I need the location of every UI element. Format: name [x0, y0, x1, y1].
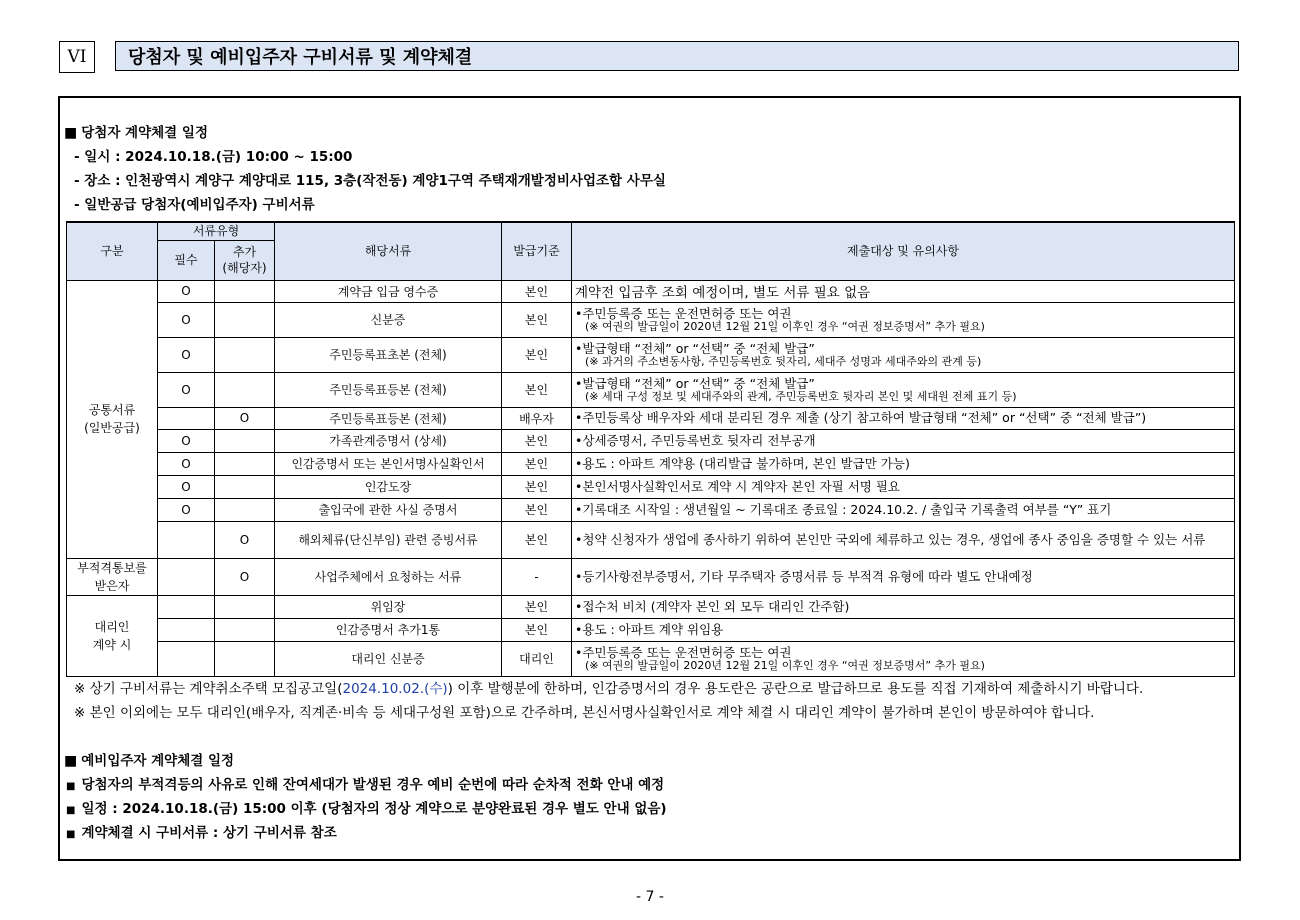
- note-documents-validity: ※ 상기 구비서류는 계약취소주택 모집공고일(2024.10.02.(수)) 이후 발행분에 한하며, 인감증명서의 경우 용도란은 공란으로 발급하므로 용도를 직접 기재하여 제출하시기 바랍니다.: [74, 681, 1144, 697]
- reserve-item: ■ 당첨자의 부적격등의 사유로 인해 잔여세대가 발생된 경우 예비 순번에 따라 순차적 전화 안내 예정: [66, 777, 665, 793]
- winner-place: - 장소 : 인천광역시 계양구 계양대로 115, 3층(작전동) 계양1구역 주택재개발정비사업조합 사무실: [74, 173, 666, 189]
- required-mark: O: [158, 429, 215, 452]
- issuer-cell: 본인: [502, 618, 572, 641]
- table-row: [67, 641, 1235, 676]
- required-mark: [158, 558, 215, 595]
- reserve-item: ■ 일정 : 2024.10.18.(금) 15:00 이후 (당첨자의 정상 계약으로 분양완료된 경우 별도 안내 없음): [66, 801, 667, 817]
- issuer-cell: 본인: [502, 429, 572, 452]
- header-category: 구분: [67, 222, 158, 280]
- notes-cell: •용도 : 아파트 계약용 (대리발급 불가하며, 본인 발급만 가능): [572, 452, 1235, 475]
- small-square-bullet-icon: ■: [66, 781, 76, 792]
- table-row: [67, 498, 1235, 521]
- table-row: [67, 595, 1235, 618]
- table-row: [67, 521, 1235, 558]
- document-name: 해외체류(단신부임) 관련 증빙서류: [275, 521, 502, 558]
- notes-cell: •접수처 비치 (계약자 본인 외 모두 대리인 간주함): [572, 595, 1235, 618]
- issuer-cell: 본인: [502, 452, 572, 475]
- additional-mark: O: [215, 558, 275, 595]
- table-row: [67, 372, 1235, 407]
- issuer-cell: 본인: [502, 302, 572, 337]
- document-name: 출입국에 관한 사실 증명서: [275, 498, 502, 521]
- document-name: 인감증명서 또는 본인서명사실확인서: [275, 452, 502, 475]
- issuer-cell: -: [502, 558, 572, 595]
- notes-cell: •상세증명서, 주민등록번호 뒷자리 전부공개: [572, 429, 1235, 452]
- document-name: 가족관계증명서 (상세): [275, 429, 502, 452]
- table-row: [67, 475, 1235, 498]
- notes-cell: •본인서명사실확인서로 계약 시 계약자 본인 자필 서명 필요: [572, 475, 1235, 498]
- section-number: VI: [59, 41, 95, 73]
- additional-mark: [215, 429, 275, 452]
- winner-schedule-heading: ■ 당첨자 계약체결 일정: [64, 125, 209, 141]
- additional-mark: [215, 280, 275, 302]
- additional-mark: [215, 337, 275, 372]
- category-cell: 부적격통보를 받은자: [67, 558, 158, 595]
- additional-mark: [215, 641, 275, 676]
- notes-cell: 계약전 입금후 조회 예정이며, 별도 서류 필요 없음: [572, 280, 1235, 302]
- section-title: 당첨자 및 예비입주자 구비서류 및 계약체결: [115, 41, 1239, 71]
- small-square-bullet-icon: ■: [66, 829, 76, 840]
- table-row: [67, 337, 1235, 372]
- notes-cell: •발급형태 “전체” or “선택” 중 “전체 발급” (※ 세대 구성 정보 및 세대주와의 관계, 주민등록번호 뒷자리 본인 및 세대원 전체 표기 등): [572, 372, 1235, 407]
- document-name: 인감도장: [275, 475, 502, 498]
- reserve-schedule-heading: ■ 예비입주자 계약체결 일정: [64, 753, 235, 769]
- document-name: 인감증명서 추가1통: [275, 618, 502, 641]
- additional-mark: [215, 302, 275, 337]
- issuer-cell: 본인: [502, 521, 572, 558]
- notes-cell: •주민등록상 배우자와 세대 분리된 경우 제출 (상기 참고하여 발급형태 “전체” or “선택” 중 “전체 발급”): [572, 407, 1235, 429]
- document-name: 사업주체에서 요청하는 서류: [275, 558, 502, 595]
- table-row: [67, 407, 1235, 429]
- issuer-cell: 본인: [502, 595, 572, 618]
- header-additional: 추가 (해당자): [215, 240, 275, 280]
- notes-cell: •등기사항전부증명서, 기타 무주택자 증명서류 등 부적격 유형에 따라 별도 안내예정: [572, 558, 1235, 595]
- header-notes: 제출대상 및 유의사항: [572, 222, 1235, 280]
- issuer-cell: 본인: [502, 498, 572, 521]
- additional-mark: [215, 618, 275, 641]
- notes-cell: •기록대조 시작일 : 생년월일 ~ 기록대조 종료일 : 2024.10.2. / 출입국 기록출력 여부를 “Y” 표기: [572, 498, 1235, 521]
- additional-mark: O: [215, 521, 275, 558]
- required-mark: O: [158, 280, 215, 302]
- required-mark: [158, 595, 215, 618]
- document-name: 신분증: [275, 302, 502, 337]
- header-document: 해당서류: [275, 222, 502, 280]
- issuer-cell: 본인: [502, 280, 572, 302]
- issuer-cell: 본인: [502, 372, 572, 407]
- additional-mark: [215, 452, 275, 475]
- additional-mark: [215, 498, 275, 521]
- notes-cell: •용도 : 아파트 계약 위임용: [572, 618, 1235, 641]
- square-bullet-icon: ■: [64, 125, 78, 141]
- additional-mark: [215, 475, 275, 498]
- required-mark: O: [158, 452, 215, 475]
- required-documents-table: [66, 221, 1235, 677]
- additional-mark: O: [215, 407, 275, 429]
- document-name: 주민등록표등본 (전체): [275, 407, 502, 429]
- table-row: [67, 618, 1235, 641]
- reserve-item: ■ 계약체결 시 구비서류 : 상기 구비서류 참조: [66, 825, 337, 841]
- document-name: 위임장: [275, 595, 502, 618]
- table-row: [67, 452, 1235, 475]
- required-mark: O: [158, 337, 215, 372]
- additional-mark: [215, 372, 275, 407]
- required-mark: [158, 618, 215, 641]
- table-row: [67, 558, 1235, 595]
- section-header: [59, 41, 1242, 73]
- document-name: 주민등록표등본 (전체): [275, 372, 502, 407]
- winner-datetime: - 일시 : 2024.10.18.(금) 10:00 ~ 15:00: [74, 149, 353, 165]
- issuer-cell: 배우자: [502, 407, 572, 429]
- content-box: [58, 96, 1241, 861]
- required-mark: O: [158, 302, 215, 337]
- square-bullet-icon: ■: [64, 753, 78, 769]
- header-required: 필수: [158, 240, 215, 280]
- required-mark: [158, 641, 215, 676]
- issuer-cell: 대리인: [502, 641, 572, 676]
- note-proxy: ※ 본인 이외에는 모두 대리인(배우자, 직계존·비속 등 세대구성원 포함)으로 간주하며, 본신서명사실확인서로 계약 체결 시 대리인 계약이 불가하며 본인이 방문하여야 합니다.: [74, 705, 1095, 721]
- notes-cell: •발급형태 “전체” or “선택” 중 “전체 발급” (※ 과거의 주소변동사항, 주민등록번호 뒷자리, 세대주 성명과 세대주와의 관계 등): [572, 337, 1235, 372]
- required-mark: [158, 407, 215, 429]
- issuer-cell: 본인: [502, 337, 572, 372]
- document-name: 대리인 신분증: [275, 641, 502, 676]
- notes-cell: •주민등록증 또는 운전면허증 또는 여권 (※ 여권의 발급일이 2020년 12월 21일 이후인 경우 “여권 정보증명서” 추가 필요): [572, 641, 1235, 676]
- additional-mark: [215, 595, 275, 618]
- table-row: [67, 429, 1235, 452]
- required-mark: O: [158, 498, 215, 521]
- header-issuer: 발급기준: [502, 222, 572, 280]
- small-square-bullet-icon: ■: [66, 805, 76, 816]
- table-row: [67, 302, 1235, 337]
- notes-cell: •주민등록증 또는 운전면허증 또는 여권 (※ 여권의 발급일이 2020년 12월 21일 이후인 경우 “여권 정보증명서” 추가 필요): [572, 302, 1235, 337]
- page-number: - 7 -: [636, 889, 664, 905]
- header-doc-type: 서류유형: [158, 222, 275, 240]
- required-mark: O: [158, 475, 215, 498]
- docs-heading: - 일반공급 당첨자(예비입주자) 구비서류: [74, 197, 315, 213]
- required-mark: [158, 521, 215, 558]
- required-mark: O: [158, 372, 215, 407]
- category-cell: 대리인 계약 시: [67, 595, 158, 676]
- table-row: [67, 280, 1235, 302]
- issuer-cell: 본인: [502, 475, 572, 498]
- notice-date: 2024.10.02.(수): [342, 681, 448, 697]
- category-cell: 공통서류 (일반공급): [67, 280, 158, 558]
- notes-cell: •청약 신청자가 생업에 종사하기 위하여 본인만 국외에 체류하고 있는 경우, 생업에 종사 중임을 증명할 수 있는 서류: [572, 521, 1235, 558]
- document-name: 주민등록표초본 (전체): [275, 337, 502, 372]
- document-name: 계약금 입금 영수증: [275, 280, 502, 302]
